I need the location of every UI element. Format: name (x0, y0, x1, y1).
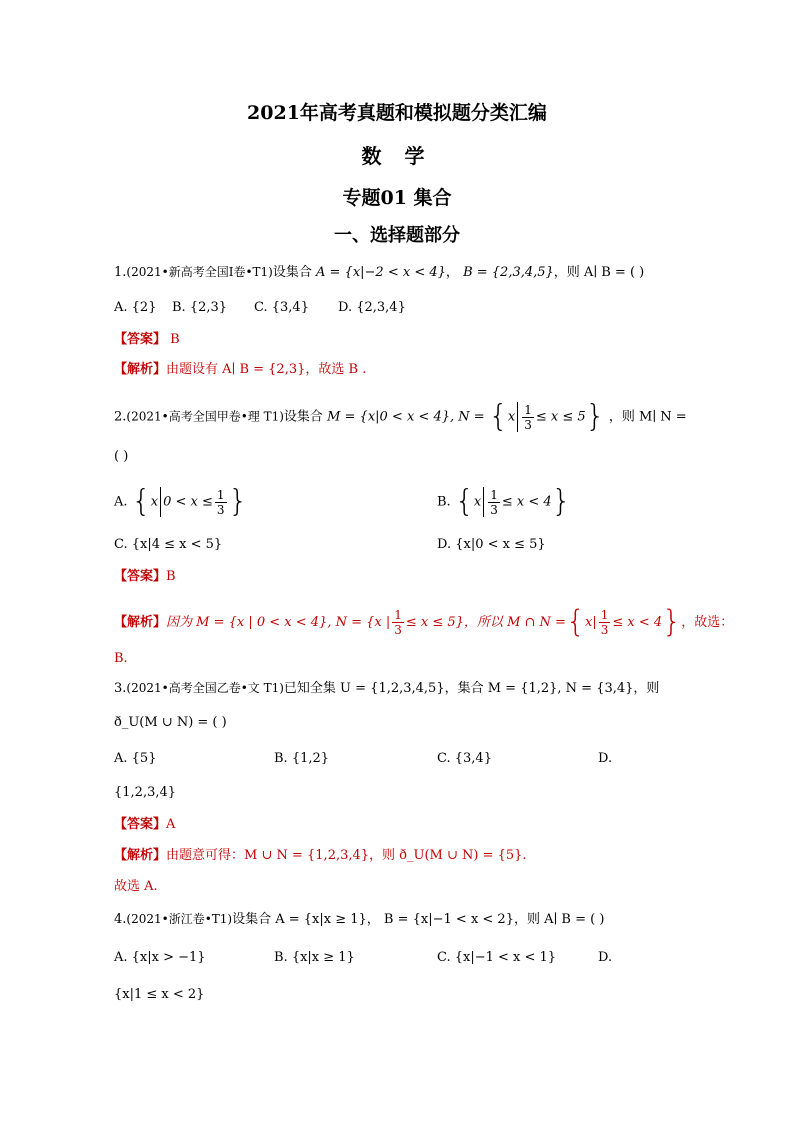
q2-analysis: 【解析】因为 M = {x | 0 < x < 4}, N = {x | $\frac{1}{3}$ ≤ x ≤ 5}，所以 M ∩ N ={x| $\frac{1}{3}$ ≤ x < 4}，故选： (114, 604, 734, 640)
q2-analysis-fraction: $\frac{1}{3}$ (394, 608, 402, 637)
q1-number: 1. (114, 265, 127, 280)
q1-analysis-tag: 【解析】 (114, 362, 167, 377)
q2-option-d: D. {x|0 < x ≤ 5} (437, 537, 546, 552)
q4-option-b: B. {x|x ≥ 1} (274, 950, 355, 965)
q4-stem (114, 909, 604, 930)
q1-option-b: B. {2,3} (172, 300, 228, 315)
q4-option-d: D. (598, 950, 613, 965)
q2-answer (114, 567, 176, 587)
q1-answer-value: B (170, 332, 180, 347)
q2-stem-cont: ( ) (114, 449, 129, 464)
section-title: 一、选择题部分 (334, 225, 460, 246)
main-title: 2021年高考真题和模拟题分类汇编 (247, 102, 547, 124)
q1-sep: ， (445, 265, 459, 280)
q3-conclusion: 故选 A. (114, 879, 158, 894)
q3-answer-value: A (166, 817, 176, 832)
q1-answer (114, 330, 180, 350)
q3-stem (114, 678, 659, 699)
q3-option-d-cont: {1,2,3,4} (114, 785, 177, 800)
q2-set-n-fraction: $\frac{1}{3}$ (524, 402, 532, 432)
q3-answer-tag: 【答案】 (114, 817, 167, 832)
q3-stem-text: 已知全集 U = {1,2,3,4,5}，集合 M = {1,2}, N = {3,4}，则 (283, 681, 660, 696)
q4-option-d-cont: {x|1 ≤ x < 2} (114, 987, 205, 1002)
q1-option-c: C. {3,4} (254, 300, 309, 315)
q2-option-a: A. {x 0 < x ≤ $\frac{1}{3}$ } (114, 484, 248, 519)
q2-analysis-tail: ，故选： (681, 615, 734, 630)
q3-answer (114, 815, 175, 835)
q2-answer-value: B (166, 569, 176, 584)
q2-set-n-open-brace: { (488, 399, 508, 434)
q1-answer-tag: 【答案】 (114, 332, 167, 347)
q4-stem-text: 设集合 A = {x|x ≥ 1}， B = {x|−1 < x < 2}，则 A∣ B = ( ) (232, 912, 605, 927)
q2-option-c: C. {x|4 ≤ x < 5} (114, 537, 223, 552)
q1-stem (114, 262, 644, 283)
q2-set-n-bar (517, 402, 518, 432)
q2-stem (114, 399, 687, 434)
q4-option-a: A. {x|x > −1} (114, 950, 206, 965)
q4-number: 4. (114, 912, 127, 927)
q1-stem-tail: ，则 A∣ B = ( ) (553, 265, 645, 280)
q3-option-d: D. (598, 751, 613, 766)
q3-analysis-text: 由题意可得：M ∪ N = {1,2,3,4}，则 ð_U(M ∪ N) = {5}. (166, 848, 527, 863)
q2-analysis-tag: 【解析】 (114, 615, 167, 630)
subject-title: 数 学 (361, 144, 433, 168)
q2-answer-tag: 【答案】 (114, 569, 167, 584)
q2-set-n-cond: ≤ x ≤ 5 (535, 409, 586, 425)
q2-set-m: M = {x|0 < x < 4}, N = (327, 409, 485, 425)
q2-analysis-set-left: x| (585, 615, 597, 630)
q2-analysis-set-fraction: $\frac{1}{3}$ (600, 608, 609, 637)
q2-set-n-var: x (507, 409, 516, 425)
q2-stem-tail: ，则 M∣ N = (608, 409, 687, 425)
q1-set-a: A = {x|−2 < x < 4} (316, 265, 446, 280)
q2-number: 2. (114, 409, 127, 425)
q3-option-a: A. {5} (114, 751, 157, 766)
q3-stem-cont: ð_U(M ∪ N) = ( ) (114, 715, 227, 730)
q1-set-b: B = {2,3,4,5} (463, 265, 554, 280)
q1-option-a: A. {2} (114, 300, 157, 315)
q4-option-c: C. {x|−1 < x < 1} (437, 950, 557, 965)
q2-source: (2021•高考全国甲卷•理 T1) (126, 409, 284, 424)
q2-set-n-close-brace: } (585, 399, 605, 434)
q1-option-d: D. {2,3,4} (338, 300, 406, 315)
q1-stem-prefix: 设集合 (272, 265, 312, 280)
topic-title: 专题01 集合 (342, 187, 452, 209)
q3-option-c: C. {3,4} (437, 751, 492, 766)
q2-analysis-mid: ≤ x ≤ 5}，所以 M ∩ N = (405, 615, 566, 630)
q2-analysis-line2: B. (114, 651, 128, 666)
q2-stem-prefix: 设集合 (283, 409, 323, 425)
q2-option-b: B. {x $\frac{1}{3}$ ≤ x < 4} (437, 484, 571, 519)
q3-analysis-tag: 【解析】 (114, 848, 167, 863)
q3-number: 3. (114, 681, 127, 696)
q4-source: (2021•浙江卷•T1) (126, 912, 233, 926)
q3-analysis (114, 846, 527, 866)
q3-option-b: B. {1,2} (274, 751, 330, 766)
q1-analysis-text: 由题设有 A∣ B = {2,3}，故选 B . (166, 362, 367, 377)
q2-analysis-set-right: ≤ x < 4 (612, 615, 663, 630)
q3-source: (2021•高考全国乙卷•文 T1) (126, 681, 284, 695)
q1-source: (2021•新高考全国Ⅰ卷•T1) (126, 265, 273, 279)
q1-analysis (114, 360, 366, 380)
q2-analysis-prefix: 因为 M = {x | 0 < x < 4}, N = {x | (166, 615, 391, 630)
